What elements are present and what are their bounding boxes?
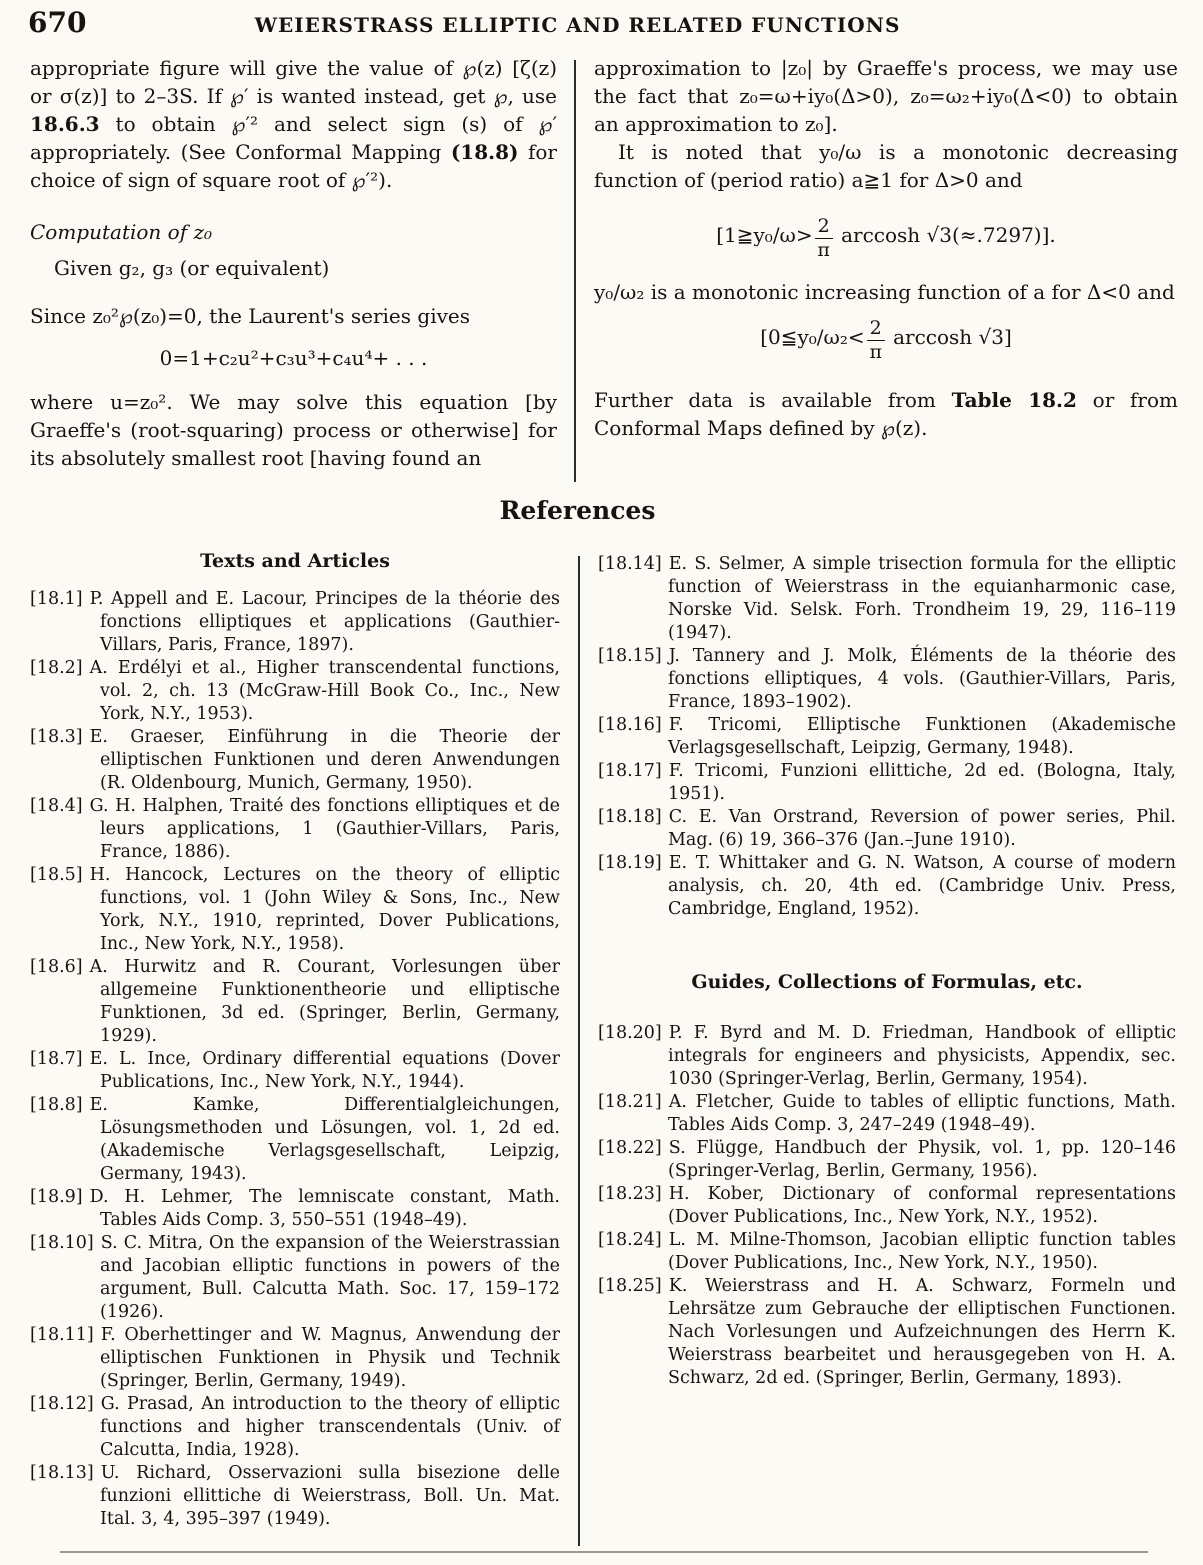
reference-item — [598, 1022, 1176, 1091]
fraction-numerator: 2 — [867, 318, 885, 341]
reference-id: [18.14] — [598, 554, 662, 574]
reference-id: [18.12] — [30, 1394, 94, 1414]
texts-and-articles-heading: Texts and Articles — [200, 550, 390, 572]
fraction-denominator: π — [817, 238, 830, 261]
fraction-denominator: π — [869, 340, 882, 363]
fraction-two-over-pi — [815, 216, 833, 260]
reference-item — [598, 852, 1176, 921]
paragraph-approximation: approximation to |z₀| by Graeffe's process, we may use the fact that z₀=ω+iy₀(Δ>0), z₀=ω₂+iy₀(Δ<0) to obtain an approximation to z₀]. — [594, 56, 1178, 136]
reference-text: K. Weierstrass and H. A. Schwarz, Formeln und Lehrsätze zum Gebrauche der elliptischen Functionen. Nach Vorlesungen und Aufzeichnungen des Herrn K. Weierstrass bearbeitet und herausgegeben von H. A. Schwarz, 2d ed. (Springer, Berlin, Germany, 1893). — [668, 1276, 1176, 1388]
reference-text: E. T. Whittaker and G. N. Watson, A course of modern analysis, ch. 20, 4th ed. (Cambridge Univ. Press, Cambridge, England, 1952). — [668, 853, 1176, 919]
reference-item — [30, 1393, 560, 1462]
page-number: 670 — [28, 6, 87, 39]
reference-id: [18.1] — [30, 589, 83, 609]
reference-text: D. H. Lehmer, The lemniscate constant, Math. Tables Aids Comp. 3, 550–551 (1948–49). — [89, 1187, 560, 1230]
column-divider-references — [578, 556, 580, 1546]
paragraph-text: appropriate figure will give the value of ℘(z) [ζ(z) or σ(z)] to 2–3S. If ℘′ is wanted instead, get ℘, use — [30, 56, 557, 108]
given-line: Given g₂, g₃ (or equivalent) — [54, 256, 330, 280]
reference-id: [18.16] — [598, 715, 662, 735]
paragraph-text: for choice of sign of square root of ℘′²). — [30, 140, 557, 192]
reference-id: [18.25] — [598, 1276, 662, 1296]
reference-id: [18.15] — [598, 646, 662, 666]
reference-item — [598, 806, 1176, 852]
reference-item — [30, 726, 560, 795]
guides-list — [598, 1022, 1176, 1390]
reference-text: A. Erdélyi et al., Higher transcendental functions, vol. 2, ch. 13 (McGraw-Hill Book Co., Inc., New York, N.Y., 1953). — [89, 658, 560, 724]
reference-item — [30, 588, 560, 657]
reference-item — [598, 1137, 1176, 1183]
paragraph-monotonic-decreasing: It is noted that y₀/ω is a monotonic decreasing function of (period ratio) a≧1 for Δ>0 and — [594, 140, 1178, 192]
laurent-series-equation: 0=1+c₂u²+c₃u³+c₄u⁴+ . . . — [159, 346, 428, 370]
intro-right-column — [594, 54, 1178, 442]
paragraph-text: or from Conformal Maps defined by ℘(z). — [594, 388, 1178, 441]
computation-heading: Computation of z₀ — [30, 220, 213, 244]
references-right-column — [598, 553, 1176, 1390]
reference-id: [18.2] — [30, 658, 83, 678]
reference-text: S. C. Mitra, On the expansion of the Weierstrassian and Jacobian elliptic functions in powers of the argument, Bull. Calcutta Math. Soc. 17, 159–172 (1926). — [100, 1233, 560, 1322]
reference-item — [30, 795, 560, 864]
reference-text: U. Richard, Osservazioni sulla bisezione delle funzioni ellittiche di Weierstrass, Boll. Un. Mat. Ital. 3, 4, 395–397 (1949). — [100, 1463, 560, 1529]
reference-id: [18.9] — [30, 1187, 83, 1207]
since-line: Since z₀²℘(z₀)=0, the Laurent's series gives — [30, 304, 470, 328]
reference-item — [30, 1048, 560, 1094]
reference-id: [18.13] — [30, 1463, 94, 1483]
reference-id: [18.6] — [30, 957, 83, 977]
references-left-column — [30, 550, 560, 1531]
paragraph-text: Further data is available from — [594, 388, 952, 413]
fraction-numerator: 2 — [815, 216, 833, 239]
inequality-equation-2 — [594, 318, 1178, 362]
reference-text: J. Tannery and J. Molk, Éléments de la théorie des fonctions elliptiques, 4 vols. (Gauthier-Villars, Paris, France, 1893–1902). — [668, 646, 1176, 712]
reference-id: [18.3] — [30, 727, 83, 747]
reference-id: [18.11] — [30, 1325, 94, 1345]
references-title: References — [499, 496, 656, 525]
reference-id: [18.24] — [598, 1230, 662, 1250]
reference-item — [30, 1232, 560, 1324]
reference-item — [30, 1186, 560, 1232]
equation-text: arccosh √3] — [893, 324, 1012, 349]
reference-text: E. Graeser, Einführung in die Theorie der elliptischen Funktionen und deren Anwendungen (R. Oldenbourg, Munich, Germany, 1950). — [89, 727, 560, 793]
paragraph-further-data — [594, 386, 1178, 442]
reference-item — [598, 1275, 1176, 1390]
reference-text: G. H. Halphen, Traité des fonctions elliptiques et de leurs applications, 1 (Gauthier-Villars, Paris, France, 1886). — [89, 796, 560, 862]
equation-text: [0≦y₀/ω₂< — [760, 324, 865, 349]
reference-item — [598, 714, 1176, 760]
reference-text: E. L. Ince, Ordinary differential equations (Dover Publications, Inc., New York, N.Y., 1944). — [89, 1049, 560, 1092]
reference-item — [598, 760, 1176, 806]
paragraph-text: to obtain ℘′² and select sign (s) of ℘′ appropriately. (See Conformal Mapping — [30, 112, 557, 164]
reference-text: E. S. Selmer, A simple trisection formula for the elliptic function of Weierstrass in the equianharmonic case, Norske Vid. Selsk. Forh. Trondheim 19, 29, 116–119 (1947). — [668, 554, 1176, 643]
reference-id: [18.22] — [598, 1138, 662, 1158]
column-divider-top — [574, 60, 576, 482]
reference-item — [30, 1462, 560, 1531]
cross-ref-table-182: Table 18.2 — [951, 388, 1077, 413]
reference-text: P. Appell and E. Lacour, Principes de la théorie des fonctions elliptiques et applications (Gauthier-Villars, Paris, France, 1897). — [89, 589, 560, 655]
reference-id: [18.7] — [30, 1049, 83, 1069]
reference-id: [18.20] — [598, 1023, 662, 1043]
reference-id: [18.18] — [598, 807, 662, 827]
reference-item — [598, 1091, 1176, 1137]
reference-item — [598, 553, 1176, 645]
texts-and-articles-list — [30, 588, 560, 1531]
reference-text: C. E. Van Orstrand, Reversion of power series, Phil. Mag. (6) 19, 366–376 (Jan.–June 1910). — [668, 807, 1176, 850]
guides-heading: Guides, Collections of Formulas, etc. — [691, 971, 1083, 993]
reference-item — [30, 864, 560, 956]
bottom-rule — [60, 1551, 1148, 1553]
reference-item — [30, 956, 560, 1048]
equation-text: arccosh √3(≈.7297)]. — [841, 222, 1056, 247]
cross-ref-1863: 18.6.3 — [30, 112, 100, 136]
reference-item — [598, 1229, 1176, 1275]
running-head: WEIERSTRASS ELLIPTIC AND RELATED FUNCTIONS — [254, 13, 901, 37]
fraction-two-over-pi — [867, 318, 885, 362]
equation-text: [1≧y₀/ω> — [716, 222, 813, 247]
reference-text: H. Kober, Dictionary of conformal representations (Dover Publications, Inc., New York, N.Y., 1952). — [668, 1184, 1176, 1227]
reference-id: [18.8] — [30, 1095, 83, 1115]
reference-id: [18.5] — [30, 865, 83, 885]
paragraph-monotonic-increasing: y₀/ω₂ is a monotonic increasing function of a for Δ<0 and — [594, 280, 1175, 305]
cross-ref-188: (18.8) — [450, 140, 519, 164]
texts-and-articles-list-continued — [598, 553, 1176, 921]
reference-item — [30, 1094, 560, 1186]
reference-id: [18.23] — [598, 1184, 662, 1204]
reference-text: A. Fletcher, Guide to tables of elliptic functions, Math. Tables Aids Comp. 3, 247–249 (1948–49). — [668, 1092, 1176, 1135]
reference-text: L. M. Milne-Thomson, Jacobian elliptic function tables (Dover Publications, Inc., New York, N.Y., 1950). — [668, 1230, 1176, 1273]
reference-text: A. Hurwitz and R. Courant, Vorlesungen über allgemeine Funktionentheorie und elliptische Funktionen, 3d ed. (Springer, Berlin, Germany, 1929). — [89, 957, 560, 1046]
reference-text: P. F. Byrd and M. D. Friedman, Handbook of elliptic integrals for engineers and physicists, Appendix, sec. 1030 (Springer-Verlag, Berlin, Germany, 1954). — [668, 1023, 1176, 1089]
reference-item — [598, 1183, 1176, 1229]
reference-text: G. Prasad, An introduction to the theory of elliptic functions and higher transcendentals (Univ. of Calcutta, India, 1928). — [100, 1394, 560, 1460]
reference-text: H. Hancock, Lectures on the theory of elliptic functions, vol. 1 (John Wiley & Sons, Inc., New York, N.Y., 1910, reprinted, Dover Publications, Inc., New York, N.Y., 1958). — [89, 865, 560, 954]
reference-id: [18.21] — [598, 1092, 662, 1112]
reference-item — [30, 1324, 560, 1393]
reference-text: F. Oberhettinger and W. Magnus, Anwendung der elliptischen Funktionen in Physik und Technik (Springer, Berlin, Germany, 1949). — [100, 1325, 560, 1391]
paragraph-sign-selection — [30, 54, 557, 194]
reference-id: [18.4] — [30, 796, 83, 816]
reference-item — [30, 657, 560, 726]
reference-id: [18.10] — [30, 1233, 94, 1253]
reference-id: [18.17] — [598, 761, 662, 781]
reference-text: S. Flügge, Handbuch der Physik, vol. 1, pp. 120–146 (Springer-Verlag, Berlin, Germany, 1956). — [668, 1138, 1176, 1181]
inequality-equation-1 — [594, 216, 1178, 260]
intro-left-column — [30, 54, 557, 472]
reference-item — [598, 645, 1176, 714]
reference-text: E. Kamke, Differentialgleichungen, Lösungsmethoden und Lösungen, vol. 1, 2d ed. (Akademische Verlagsgesellschaft, Leipzig, Germany, 1943). — [89, 1095, 560, 1184]
reference-text: F. Tricomi, Elliptische Funktionen (Akademische Verlagsgesellschaft, Leipzig, Germany, 1948). — [668, 715, 1176, 758]
reference-id: [18.19] — [598, 853, 662, 873]
paragraph-smallest-root: where u=z₀². We may solve this equation [by Graeffe's (root-squaring) process or otherwise] for its absolutely smallest root [having found an — [30, 390, 557, 470]
reference-text: F. Tricomi, Funzioni ellittiche, 2d ed. (Bologna, Italy, 1951). — [668, 761, 1176, 804]
